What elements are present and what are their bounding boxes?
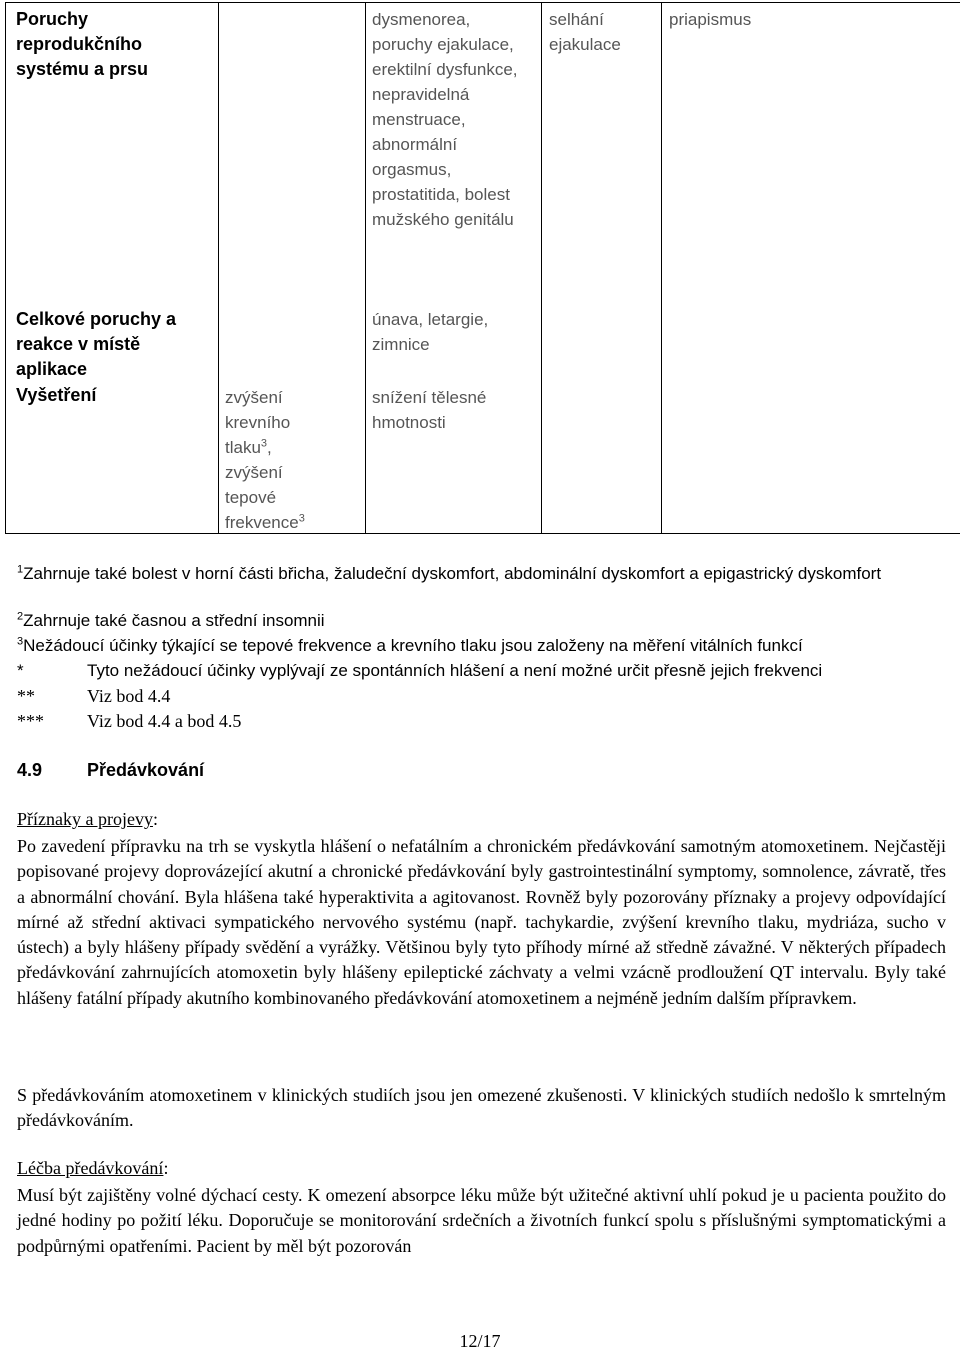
footnote-symbol: *: [17, 661, 24, 680]
heart-rate-increase: zvýšení tepové frekvence: [225, 463, 299, 532]
colon: :: [152, 809, 158, 829]
footnote-text: Tyto nežádoucí účinky vyplývají ze spontánních hlášení a není možné určit přesně jejich frekvenci: [87, 661, 823, 680]
category-column: [6, 3, 219, 534]
footnote-2: [17, 609, 947, 633]
frequency-column-5: [662, 3, 960, 534]
category-reproductive: Poruchy reprodukčního systému a prsu: [16, 9, 149, 79]
footnote-ref: 3: [298, 512, 305, 525]
treatment-paragraph: Musí být zajištěny volné dýchací cesty. K omezení absorpce léku může být užitečné aktivní uhlí pokud je u pacienta použito do jedné hodiny po požití léku. Doporučuje se monitorování srdečních a životních funkcí spolu s příslušnými symptomatickými a podpůrnými opatřeními. Pacient by měl být pozorován: [17, 1185, 946, 1256]
footnote-star-2: [17, 684, 947, 708]
separator: ,: [267, 438, 272, 457]
category-investigations: Vyšetření: [16, 385, 97, 405]
footnote-text: Zahrnuje také bolest v horní části břicha, žaludeční dyskomfort, abdominální dyskomfort a epigastrický dyskomfort: [23, 564, 882, 583]
treatment-label: [17, 1158, 168, 1179]
investigations-col2-text: [225, 385, 320, 535]
reproductive-col3-text: dysmenorea, poruchy ejakulace, erektilní dysfunkce, nepravidelná menstruace, abnormální orgasmus, prostatitida, bolest mužského genitálu: [372, 10, 518, 229]
symptoms-label: [17, 809, 158, 830]
frequency-column-2: [219, 3, 366, 534]
symptoms-label-text: Příznaky a projevy: [17, 809, 153, 829]
reproductive-col4-text: selhání ejakulace: [549, 10, 621, 54]
footnote-ref: 3: [260, 437, 268, 450]
category-general-disorders: Celkové poruchy a reakce v místě aplikace: [16, 309, 177, 379]
general-col3-text: únava, letargie, zimnice: [372, 310, 489, 354]
reproductive-col5-text: priapismus: [669, 10, 752, 29]
clinical-studies-paragraph: S předávkováním atomoxetinem v klinických studiích jsou jen omezené zkušenosti. V klinických studiích nedošlo k smrtelným předávkováním.: [17, 1085, 946, 1131]
adverse-effects-table: [5, 2, 960, 534]
footnote-symbol: ***: [17, 711, 44, 731]
colon: :: [163, 1158, 169, 1178]
footnote-text: Viz bod 4.4 a bod 4.5: [87, 711, 242, 731]
footnote-text: Nežádoucí účinky týkající se tepové frekvence a krevního tlaku jsou založeny na měření vitálních funkcí: [23, 636, 803, 655]
footnote-marker: 1: [17, 563, 24, 576]
footnote-3: [17, 634, 947, 658]
footnote-text: Zahrnuje také časnou a střední insomnii: [23, 611, 325, 630]
section-title: Předávkování: [87, 760, 205, 780]
symptoms-paragraph: Po zavedení přípravku na trh se vyskytla hlášení o nefatálním a chronickém předávkování samotným atomoxetinem. Nejčastěji popisované projevy doprovázející akutní a chronické předávkování byly gastrointestinální symptomy, somnolence, závratě, třes a abnormální chování. Byla hlášena také hyperaktivita a agitovanost. Rovněž byly pozorovány příznaky a projevy odpovídající mírné až střední aktivaci sympatického nervového systému (např. tachykardie, zvýšení krevního tlaku, mydriáza, sucho v ústech) a byly hlášeny případy svědění a vyrážky. Většinou byly tyto příhody mírné až středně závažné. V některých případech předávkování zahrnujících atomoxetin byly hlášeny epileptické záchvaty a velmi vzácně prodloužení QT intervalu. Byly také hlášeny fatální případy akutního kombinovaného předávkování atomoxetinem a nejméně jedním dalším přípravkem.: [17, 836, 946, 1008]
treatment-label-text: Léčba předávkování: [17, 1158, 164, 1178]
footnote-marker: 2: [17, 610, 24, 623]
investigations-col3-text: snížení tělesné hmotnosti: [372, 388, 487, 432]
blood-pressure-increase: zvýšení krevního tlaku: [225, 388, 291, 457]
footnote-star-3: [17, 709, 947, 733]
footnote-star-1: [17, 659, 947, 683]
footnote-marker: 3: [17, 635, 24, 648]
section-heading: [17, 760, 204, 781]
footnote-text: Viz bod 4.4: [87, 686, 171, 706]
frequency-column-3: [366, 3, 542, 534]
section-number: 4.9: [17, 760, 43, 780]
page-number: 12/17: [459, 1331, 501, 1351]
footnote-symbol: **: [17, 686, 35, 706]
frequency-column-4: [542, 3, 662, 534]
footnote-1: [17, 562, 947, 586]
